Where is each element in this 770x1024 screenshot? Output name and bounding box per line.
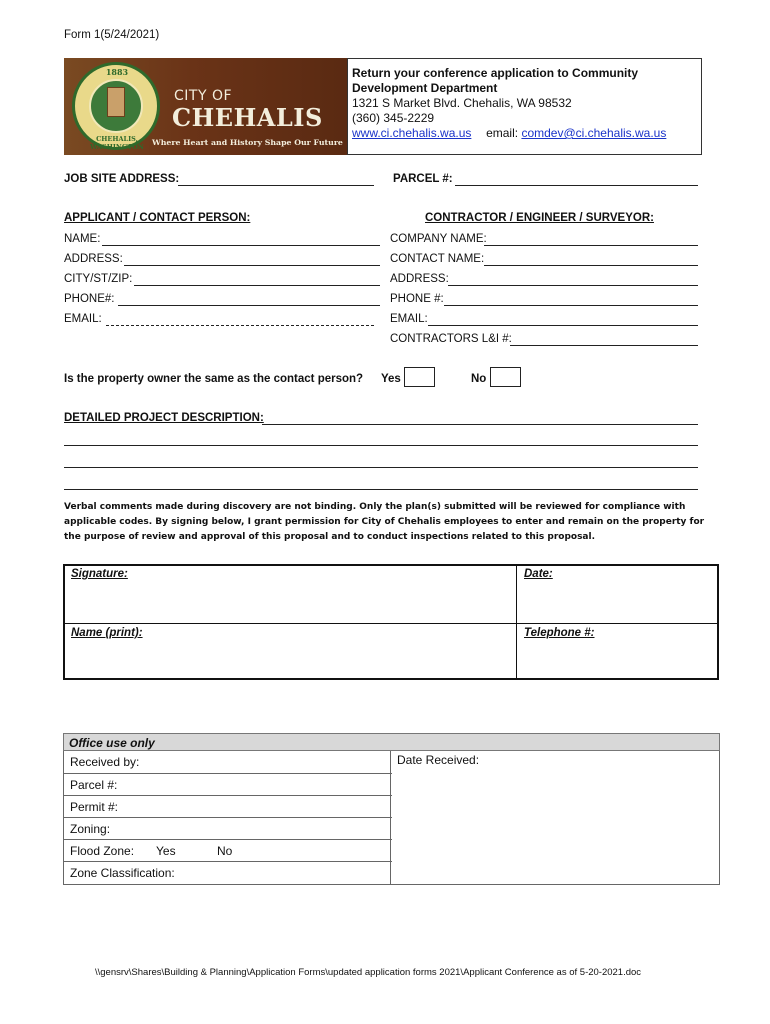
contractor-phone-field[interactable] — [444, 305, 698, 306]
email-label: email: — [486, 126, 519, 140]
return-line-2: Development Department — [352, 81, 498, 95]
building-icon — [107, 87, 125, 117]
contractor-li-field[interactable] — [510, 345, 698, 346]
received-by-label: Received by: — [70, 755, 140, 769]
logo-city-of: CITY OF — [174, 88, 233, 104]
name-print-field[interactable] — [67, 642, 513, 676]
sig-horizontal-divider — [65, 623, 717, 624]
date-field[interactable] — [520, 584, 714, 620]
zoning-label: Zoning: — [70, 822, 111, 836]
office-use-left — [63, 751, 391, 885]
signature-label: Signature: — [71, 568, 128, 580]
applicant-email-label: EMAIL: — [64, 313, 102, 325]
city-seal-icon — [72, 62, 160, 150]
city-logo — [64, 58, 347, 155]
signature-field[interactable] — [67, 584, 513, 620]
seal-year: 1883 — [105, 67, 129, 77]
return-line-1: Return your conference application to Community — [352, 66, 639, 80]
project-description-line-3[interactable] — [64, 467, 698, 468]
permit-label: Permit #: — [70, 800, 119, 814]
owner-no-label: No — [471, 373, 487, 385]
applicant-city-label: CITY/ST/ZIP: — [64, 273, 133, 285]
return-address-box — [347, 58, 702, 155]
project-description-line-4[interactable] — [64, 489, 698, 490]
return-phone: (360) 345-2229 — [352, 111, 435, 125]
project-description-line-1[interactable] — [262, 424, 698, 425]
contractor-contact-field[interactable] — [484, 265, 698, 266]
job-site-field[interactable] — [178, 185, 374, 186]
flood-zone-yes[interactable]: Yes — [156, 844, 176, 858]
signature-table — [63, 564, 719, 680]
sig-vertical-divider — [516, 566, 517, 678]
seal-ring-text: CHEHALIS, WASHINGTON — [90, 135, 144, 151]
zoning-row[interactable] — [64, 817, 392, 839]
parcel-label: PARCEL #: — [393, 173, 453, 185]
date-received-box[interactable] — [391, 751, 720, 885]
applicant-phone-field[interactable] — [118, 305, 380, 306]
form-id: Form 1(5/24/2021) — [64, 29, 160, 41]
office-parcel-row[interactable] — [64, 773, 392, 795]
return-contact-line — [352, 126, 701, 141]
telephone-field[interactable] — [520, 642, 714, 676]
owner-no-checkbox[interactable] — [490, 367, 521, 387]
email-link[interactable]: comdev@ci.chehalis.wa.us — [521, 126, 667, 140]
flood-zone-no[interactable]: No — [217, 844, 233, 858]
contractor-heading: CONTRACTOR / ENGINEER / SURVEYOR: — [425, 212, 654, 224]
owner-yes-label: Yes — [381, 373, 401, 385]
disclaimer-text: Verbal comments made during discovery are not binding. Only the plan(s) submitted will be reviewed for compliance with applicable codes. By signing below, I grant permission for City of Chehalis employees to enter and remain on the property for the purpose of review and approval of this proposal and to conduct inspections related to this proposal. — [64, 502, 705, 542]
flood-zone-row — [64, 839, 392, 861]
office-use-heading: Office use only — [63, 733, 720, 751]
date-received-label: Date Received: — [397, 753, 480, 767]
logo-city-name: CHEHALIS — [172, 103, 323, 132]
contractor-phone-label: PHONE #: — [390, 293, 444, 305]
job-site-label: JOB SITE ADDRESS: — [64, 173, 180, 185]
applicant-phone-label: PHONE#: — [64, 293, 115, 305]
telephone-label: Telephone #: — [524, 627, 595, 639]
owner-question: Is the property owner the same as the contact person? — [64, 373, 364, 385]
applicant-heading: APPLICANT / CONTACT PERSON: — [64, 212, 251, 224]
contractor-address-field[interactable] — [448, 285, 698, 286]
parcel-field[interactable] — [455, 185, 698, 186]
permit-row[interactable] — [64, 795, 392, 817]
contractor-email-label: EMAIL: — [390, 313, 428, 325]
contractor-company-label: COMPANY NAME: — [390, 233, 487, 245]
applicant-email-field[interactable] — [106, 325, 374, 326]
office-parcel-label: Parcel #: — [70, 778, 118, 792]
office-use-section — [63, 733, 720, 885]
project-description-label: DETAILED PROJECT DESCRIPTION: — [64, 412, 264, 424]
seal-center — [89, 79, 143, 133]
website-link[interactable]: www.ci.chehalis.wa.us — [352, 126, 472, 140]
applicant-address-label: ADDRESS: — [64, 253, 123, 265]
owner-yes-checkbox[interactable] — [404, 367, 435, 387]
contractor-contact-label: CONTACT NAME: — [390, 253, 485, 265]
footer-file-path: \\gensrv\Shares\Building & Planning\Application Forms\updated application forms 2021\Applicant Conference as of 5-20-2021.doc — [95, 967, 642, 978]
flood-zone-label: Flood Zone: — [70, 844, 135, 858]
contractor-company-field[interactable] — [484, 245, 698, 246]
contractor-li-label: CONTRACTORS L&I #: — [390, 333, 512, 345]
contractor-address-label: ADDRESS: — [390, 273, 449, 285]
logo-tagline: Where Heart and History Shape Our Future — [152, 138, 343, 147]
project-description-line-2[interactable] — [64, 445, 698, 446]
applicant-name-label: NAME: — [64, 233, 101, 245]
applicant-city-field[interactable] — [134, 285, 380, 286]
name-print-label: Name (print): — [71, 627, 143, 639]
contractor-email-field[interactable] — [428, 325, 698, 326]
return-address: 1321 S Market Blvd. Chehalis, WA 98532 — [352, 96, 572, 110]
zone-classification-row[interactable] — [64, 861, 392, 885]
zone-classification-label: Zone Classification: — [70, 866, 175, 880]
applicant-address-field[interactable] — [124, 265, 380, 266]
received-by-row[interactable] — [64, 751, 392, 773]
applicant-name-field[interactable] — [102, 245, 380, 246]
date-label: Date: — [524, 568, 553, 580]
